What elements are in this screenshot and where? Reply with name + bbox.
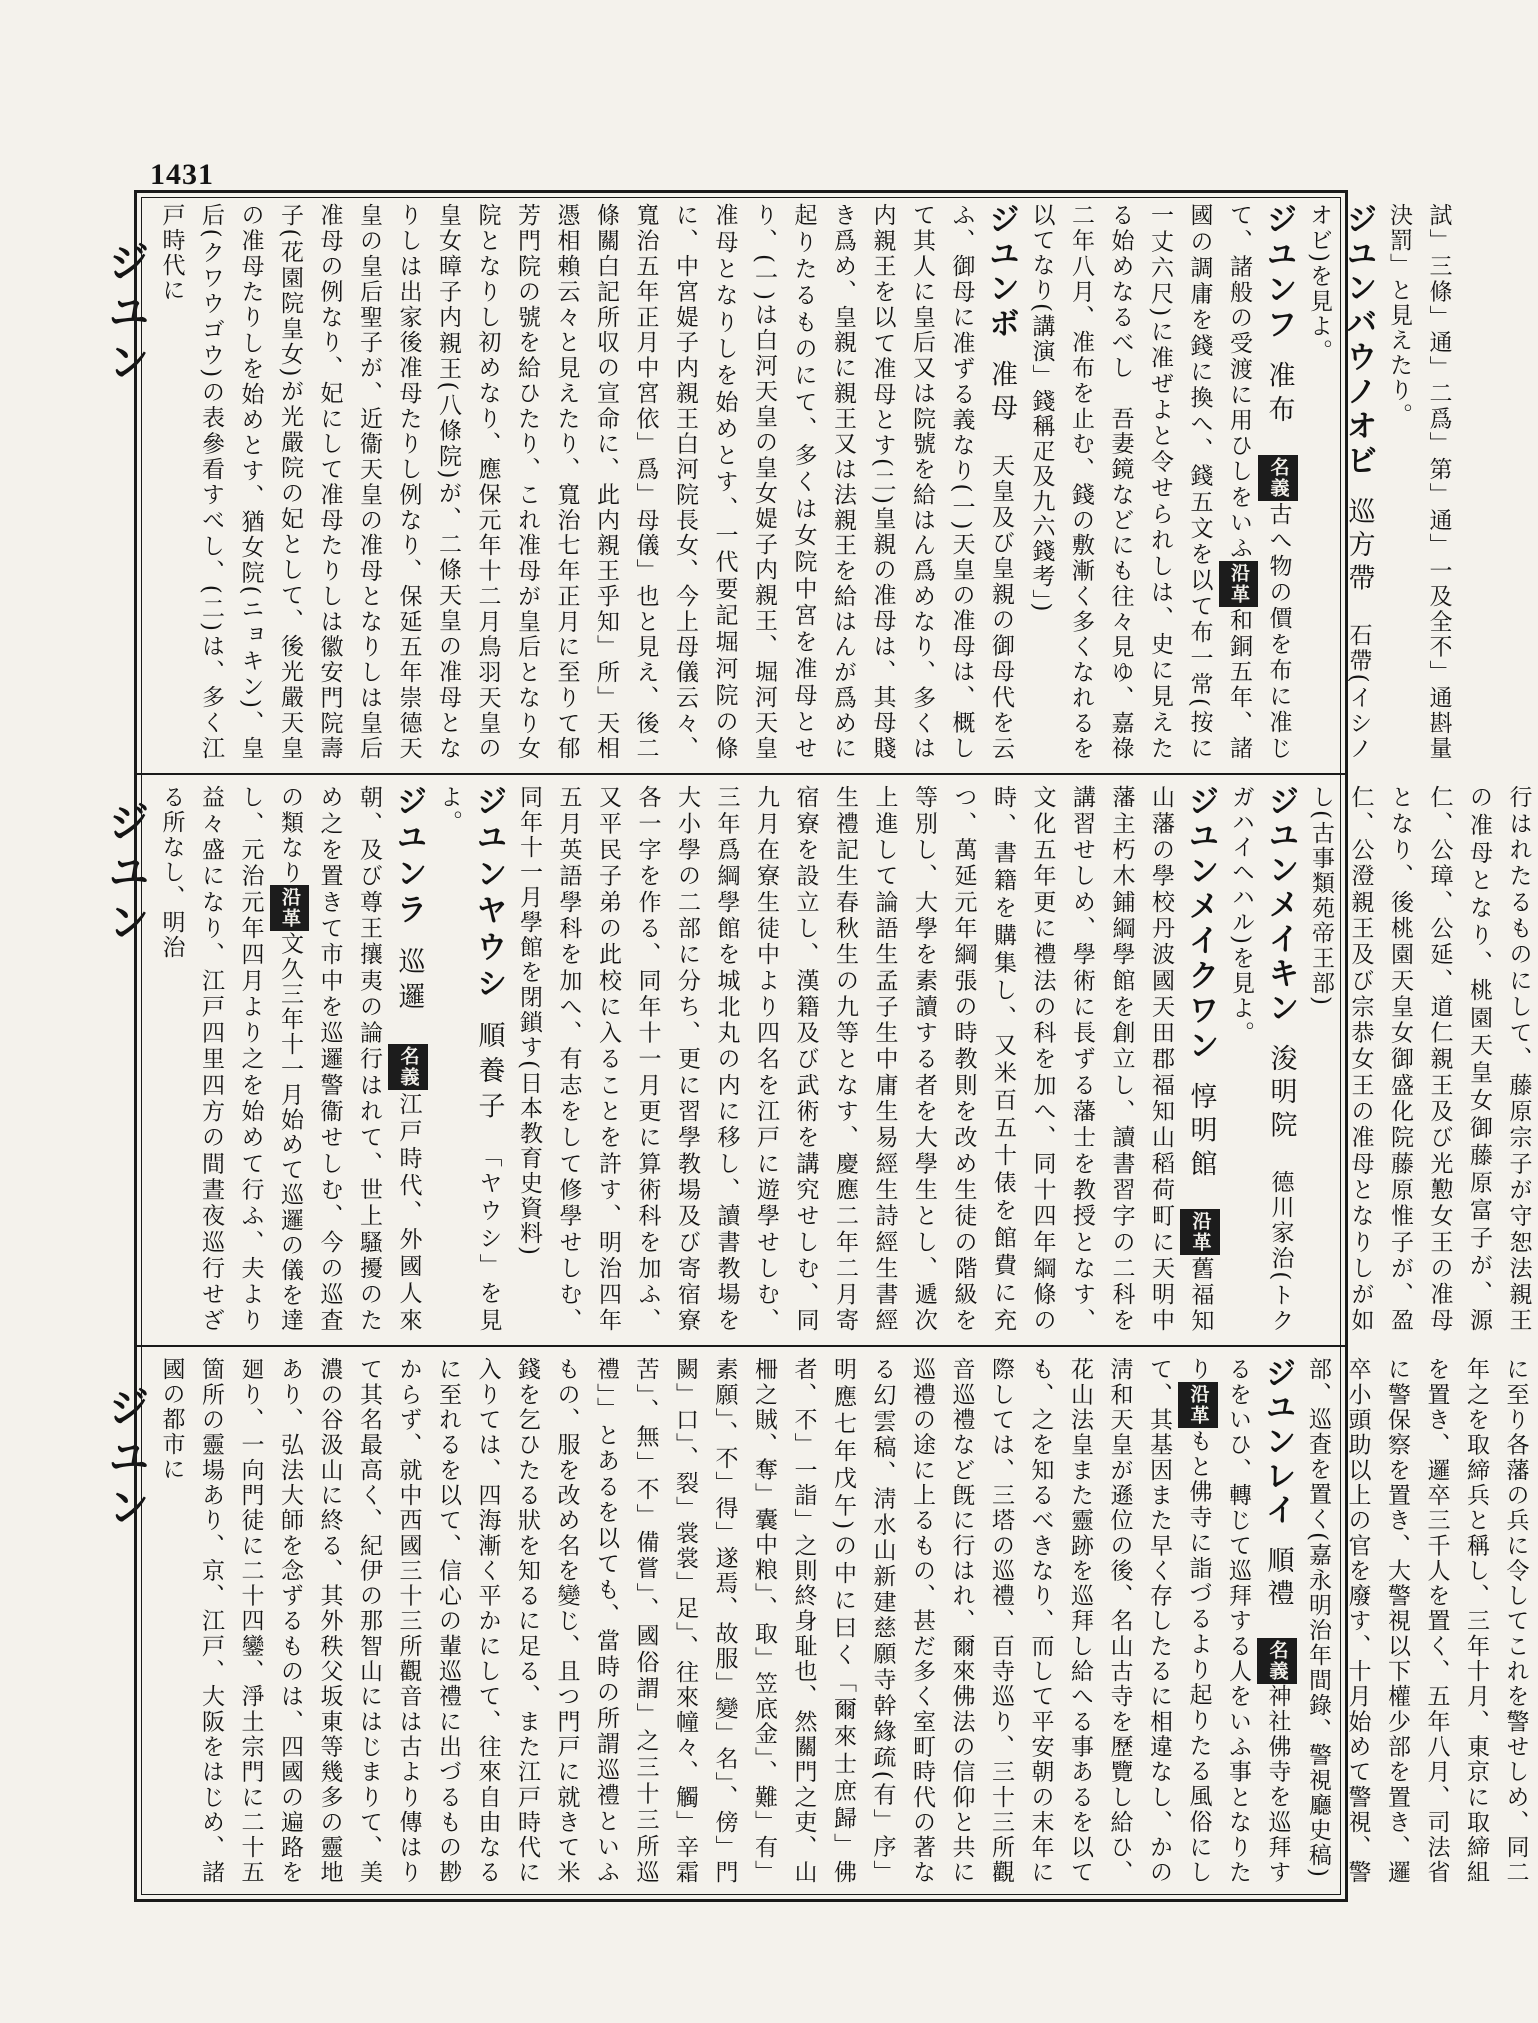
side-heading-bottom: ジユン bbox=[102, 1385, 151, 1535]
entry-tag: 名義 bbox=[1257, 1638, 1297, 1684]
page-number: 1431 bbox=[150, 158, 214, 191]
entry-headword: ジユンヤウシ bbox=[470, 785, 507, 1004]
entry-text-history: 和銅五年、諸國の調庸を錢に換へ、錢五文を以て布一常(按に一丈六尺)に准ぜよと令せられしは、史に見えたる始めなるべし 吾妻鏡などにも往々見ゆ、嘉祿二年八月、准布を止む、錢の敷漸く多くなれるを以てなり(講演」錢稱疋及九六錢考」) bbox=[1028, 203, 1252, 762]
dictionary-entry bbox=[151, 203, 1021, 761]
entry-kanji: 巡邏 bbox=[393, 947, 425, 1017]
entry-kanji: 順禮 bbox=[1262, 1545, 1294, 1613]
text-span: 試」三條」通」二爲」第」通」一及全不」通斟量決罰」と見えたり。 bbox=[1386, 203, 1452, 761]
entry-tag: 名義 bbox=[1258, 455, 1298, 501]
text-span: 行はれたるものにして、藤原宗子が守恕法親王の准母となり、桃園天皇女御藤原富子が、源仁、公璋、公延、道仁親王及び光懃女王の准母となり、後桃園天皇女御盛化院藤原惟子が、盈仁、公澄親王及び宗恭女王の准母となりしが如し(古事類苑帝王部) bbox=[1308, 785, 1532, 1333]
entry-tag-history: 沿革 bbox=[1219, 561, 1259, 607]
dictionary-entry bbox=[429, 785, 509, 1333]
side-heading-top: ジユン bbox=[102, 240, 151, 390]
tier-3 bbox=[147, 1351, 1529, 1891]
dictionary-entry bbox=[1299, 203, 1379, 761]
side-heading-middle: ジユン bbox=[102, 800, 151, 950]
entry-tag: 名義 bbox=[388, 1044, 428, 1090]
dictionary-entry bbox=[1221, 785, 1301, 1333]
text-span: に至り各藩の兵に令してこれを警せしめ、同二年之を取締兵と稱し、三年十月、東京に取締組を置き、邏卒三千人を置く、五年八月、司法省に警保察を置き、大警視以下權少部を置き、邏卒小頭助以上の官を廢す、十月始めて警視、警部、巡査を置く(嘉永明治年間錄、警視廳史稿) bbox=[1305, 1357, 1529, 1885]
entry-headword: ジユンレイ bbox=[1259, 1357, 1296, 1528]
entry-headword: ジユンメイクワン bbox=[1182, 785, 1219, 1064]
entry-text: 江戸時代、外國人來朝、及び尊王攘夷の論行はれて、世上騷擾のため之を置きて市中を巡邏警衞せしむ、今の巡査の類なり bbox=[277, 785, 422, 1333]
entry-headword: ジユンラ bbox=[390, 785, 427, 929]
entry-headword: ジユンボ bbox=[983, 203, 1019, 342]
entry-text: 「ヤウシ」を見よ。 bbox=[436, 785, 502, 1333]
dictionary-entry bbox=[1021, 203, 1299, 761]
entry-kanji: 准布 bbox=[1263, 361, 1295, 429]
continuation-text bbox=[1379, 203, 1458, 761]
entry-kanji: 浚明院 bbox=[1265, 1043, 1297, 1145]
tier-3-body bbox=[151, 1357, 1535, 1885]
entry-headword: ジユンフ bbox=[1260, 203, 1297, 343]
entry-text: 古へ物の價を布に准じて、諸般の受渡に用ひしをいふ bbox=[1226, 203, 1292, 761]
entry-text: 神社佛寺を巡拜するをいひ、轉じて巡拜する人をいふ事となりたり bbox=[1185, 1357, 1291, 1885]
entry-tag-history: 沿革 bbox=[1178, 1382, 1218, 1428]
entry-kanji: 准母 bbox=[986, 359, 1017, 428]
continuation-text bbox=[1301, 785, 1538, 1333]
continuation-text bbox=[1298, 1357, 1535, 1885]
tier-2 bbox=[147, 779, 1532, 1339]
entry-text-history: 文久三年十一月始めて巡邏の儀を達し、元治元年四月より之を始めて行ふ、夫より益々盛になり、江戸四里四方の間晝夜巡行せざる所なし、明治 bbox=[158, 785, 303, 1334]
entry-headword: ジユンバウノオビ bbox=[1340, 203, 1377, 479]
page-frame bbox=[134, 190, 1532, 1902]
tier-2-body bbox=[151, 785, 1538, 1333]
entry-kanji: 順養子 bbox=[473, 1021, 505, 1128]
entry-tag: 沿革 bbox=[1180, 1209, 1220, 1255]
tier-divider-2 bbox=[137, 1345, 1345, 1347]
entry-text-history: 丹波國天田郡福知山稻荷町に天明中藩主朽木鋪綱學館を創立し、讀書習字の二科を講習せしめ、學術に長ずる藩士を教授となす、文化五年更に禮法の科を加へ、同十四年綱條の時、書籍を購集し、又米百五十俵を館費に充つ、萬延元年綱張の時教則を改め生徒の階級を等別し、大學を素讀する者を大學生とし、遞次上進して論語生孟子生中庸生易經生詩經生書經生禮記生春秋生の九等となす、慶應二年二月寄宿寮を設立し、漢籍及び武術を講究せしむ、同九月在寮生徒中より四名を江戸に遊學せしむ、三年爲綱學館を城北丸の内に移し、讀書教場を大小學の二部に分ち、更に習學教場及び寄宿寮各一字を作る、同年十一月更に算術科を加ふ、又平民子弟の此校に入ることを許す、明治四年五月英語學科を加へ、有志をして修學せしむ、同年十一月學館を閉鎖す(日本教育史資料) bbox=[516, 785, 1174, 1334]
entry-text-history: もと佛寺に詣づるより起りたる風俗にして、其基因また早く存したるに相違なし、かの淸和天皇が遜位の後、名山古寺を歷覽し給ひ、花山法皇また靈跡を巡拜し給へる事あるを以ても、之を知るべきなり、而して平安朝の末年に際しては、三塔の巡禮、百寺巡り、三十三所觀音巡禮など旣に行はれ、爾來佛法の信仰と共に巡禮の途に上るもの、甚だ多く室町時代の著なる幻雲稿、淸水山新建慈願寺幹緣疏(有」序」明應七年戊午)の中に曰く「爾來士庶歸」佛者、不」一詣」之則終身耻也、然關門之吏、山柵之賊、奪」囊中粮」、取」笠底金」、難」有」素願」、不」得」遂焉、故服」變」名」、傍」門闕」口」、裂」裳裳」足」、往來幢々、觸」辛霜苦」、無」不」備嘗」、國俗謂」之三十三所巡禮」」とあるを以ても、當時の所謂巡禮といふもの、服を改め名を變じ、且つ門戸に就きて米錢を乞ひたる狀を知るに足る、また江戸時代に入りては、四海漸く平かにして、往來自由なるに至れるを以て、信心の輩巡禮に出づるもの尠からず、就中西國三十三所觀音は古より傳はりて其名最高く、紀伊の那智山にはじまりて、美濃の谷汲山に終る、其外秩父坂東等幾多の靈地あり、弘法大師を念ずるものは、四國の遍路を廻り、一向門徒に二十四鑾、淨土宗門に二十五箇所の靈場あり、京、江戸、大阪をはじめ、諸國の都市に bbox=[158, 1357, 1212, 1886]
tier-divider-1 bbox=[137, 773, 1345, 775]
entry-text: 天皇及び皇親の御母代を云ふ、御母に准ずる義なり(一)天皇の准母は、概して其人に皇后又は院號を給はん爲めなり、多くは内親王を以て准母とす(二)皇親の准母は、其母賤き爲め、皇親に親王又は法親王を給はんが爲めに起りたるものにて、多くは女院中宮を准母とせり、(一)は白河天皇の皇女媞子内親王、堀河天皇准母となりしを始めとす、一代要記堀河院の條に、中宮媞子内親王白河院長女、今上母儀云々、寬治五年正月中宮依」爲」母儀」也と見え、後二條關白記所収の宣命に、此内親王乎知」所」天相憑相賴云々と見えたり、寬治七年正月に至りて郁芳門院の號を給ひたり、これ准母が皇后となり女院となりし初めなり、應保元年十二月鳥羽天皇の皇女暲子内親王(八條院)が、二條天皇の准母となりしは出家後准母たりし例なり、保延五年崇德天皇の皇后聖子が、近衞天皇の准母となりしは皇后准母の例なり、妃にして准母たりしは徽安門院壽子(花園院皇女)が光嚴院の妃として、後光嚴天皇の准母たりしを始めとす、猶女院(ニョキン)、皇后(クワウゴウ)の表參看すべし、(二)は、多く江戸時代に bbox=[158, 203, 1014, 762]
entry-text: 德川家治(トクガハイヘハル)を見よ。 bbox=[1228, 785, 1294, 1334]
entry-text: 石帶(イシノオビ)を見よ。 bbox=[1306, 203, 1372, 762]
dictionary-entry bbox=[151, 1357, 1298, 1885]
entry-headword: ジユンメイキン bbox=[1262, 785, 1299, 1026]
tier-1-body bbox=[151, 203, 1458, 761]
entry-kanji: 惇明館 bbox=[1185, 1081, 1217, 1184]
tier-1 bbox=[147, 197, 1452, 767]
dictionary-entry bbox=[509, 785, 1221, 1333]
entry-kanji: 巡方帶 bbox=[1343, 496, 1375, 598]
dictionary-entry bbox=[151, 785, 429, 1333]
entry-tag-history: 沿革 bbox=[270, 885, 310, 931]
entry-text: 舊福知山藩の學校 bbox=[1148, 785, 1214, 1334]
